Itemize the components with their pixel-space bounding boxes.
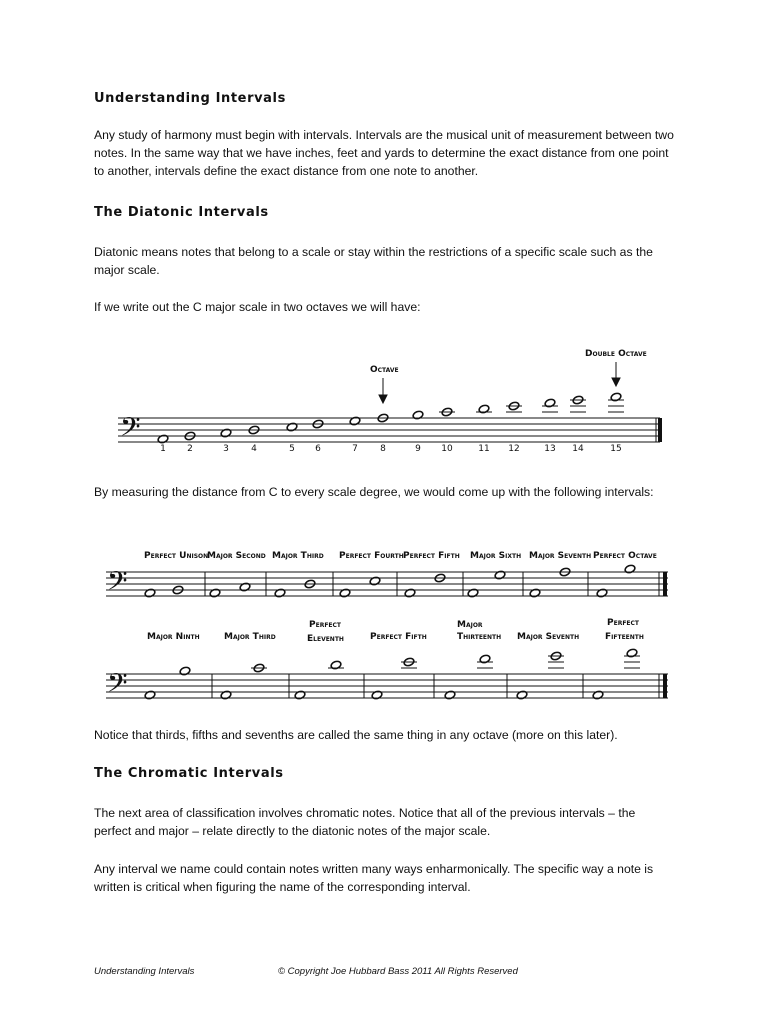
diatonic-paragraph: Diatonic means notes that belong to a scale or stay within the restrictions of a specific scale such as the major scale. xyxy=(94,245,653,277)
label-major-ninth: Major Ninth xyxy=(147,632,200,642)
scale-degree-number: 3 xyxy=(223,444,229,454)
scale-degree-number: 5 xyxy=(289,444,295,454)
label-major-third-2: Major Third xyxy=(224,632,276,642)
scale-degree-number: 7 xyxy=(352,444,358,454)
scale-degree-number: 6 xyxy=(315,444,321,454)
heading-diatonic-intervals: The Diatonic Intervals xyxy=(94,205,269,220)
label-major-second: Major Second xyxy=(207,551,266,561)
scale-degree-number: 11 xyxy=(478,444,490,454)
scale-degree-number: 13 xyxy=(544,444,556,454)
interval-note-target xyxy=(251,663,267,673)
intro-paragraph: Any study of harmony must begin with intervals. Intervals are the musical unit of measurement between two notes. In the same way that we have inches, feet and yards to determine the exact distance from one point to another, intervals define the exact distance from one note to another. xyxy=(94,128,674,178)
interval-note-target xyxy=(477,654,493,668)
label-major-seventh-2: Major Seventh xyxy=(517,632,580,642)
scale-intro-paragraph: If we write out the C major scale in two octaves we will have: xyxy=(94,300,421,314)
heading-chromatic-intervals: The Chromatic Intervals xyxy=(94,766,284,781)
scale-degree-number: 15 xyxy=(610,444,622,454)
octave-label: Octave xyxy=(370,365,399,375)
interval-staff-row-2 xyxy=(0,612,768,702)
octave-arrow-icon xyxy=(379,378,387,403)
scale-note-12 xyxy=(506,401,522,412)
label-perfect-unison: Perfect Unison xyxy=(144,551,209,561)
scale-degree-number: 14 xyxy=(572,444,584,454)
c-major-scale-staff xyxy=(0,340,768,460)
chromatic-paragraph: The next area of classification involves chromatic notes. Notice that all of the previous intervals – the perfect and major – relate directly to the diatonic notes of the major scale. xyxy=(94,806,636,838)
double-octave-arrow-icon xyxy=(612,362,620,386)
label-perfect-fifth: Perfect Fifth xyxy=(403,551,460,561)
bass-clef-icon: 𝄢 xyxy=(107,667,128,702)
measuring-paragraph: By measuring the distance from C to every scale degree, we would come up with the following intervals: xyxy=(94,485,654,499)
label-perfect-eleventh-1: Perfect xyxy=(309,620,342,630)
label-major-sixth: Major Sixth xyxy=(470,551,522,561)
scale-note-11 xyxy=(476,404,492,414)
scale-degree-number: 12 xyxy=(508,444,520,454)
scale-note-14 xyxy=(570,395,586,412)
interval-note-target xyxy=(328,660,344,670)
scale-degree-number: 8 xyxy=(380,444,386,454)
label-perfect-fourth: Perfect Fourth xyxy=(339,551,404,561)
scale-note-10 xyxy=(439,407,455,417)
scale-note-13 xyxy=(542,398,558,412)
label-major-thirteenth-1: Major xyxy=(457,620,483,630)
label-perfect-eleventh-2: Eleventh xyxy=(307,634,344,644)
scale-degree-number: 9 xyxy=(415,444,421,454)
scale-note-15 xyxy=(608,392,624,412)
label-major-thirteenth-2: Thirteenth xyxy=(457,632,502,642)
scale-degree-number: 10 xyxy=(441,444,453,454)
interval-note-target xyxy=(624,648,640,668)
double-octave-label: Double Octave xyxy=(585,349,647,359)
label-perfect-fifth-2: Perfect Fifth xyxy=(370,632,427,642)
footer-title: Understanding Intervals xyxy=(94,966,195,977)
label-perfect-fifteenth-2: Fifteenth xyxy=(605,632,644,642)
scale-degree-number: 1 xyxy=(160,444,166,454)
label-major-seventh: Major Seventh xyxy=(529,551,592,561)
bass-clef-icon: 𝄢 xyxy=(107,565,128,603)
label-perfect-octave: Perfect Octave xyxy=(593,551,657,561)
interval-staff-row-1 xyxy=(0,540,768,610)
scale-degree-number: 4 xyxy=(251,444,257,454)
heading-understanding-intervals: Understanding Intervals xyxy=(94,91,286,106)
octave-note-paragraph: Notice that thirds, fifths and sevenths are called the same thing in any octave (more on this later). xyxy=(94,728,618,742)
enharmonic-paragraph: Any interval we name could contain notes written many ways enharmonically. The specific way a note is written is critical when figuring the name of the corresponding interval. xyxy=(94,862,654,894)
interval-note-target xyxy=(548,651,564,668)
footer-copyright: © Copyright Joe Hubbard Bass 2011 All Rights Reserved xyxy=(278,966,518,977)
interval-note-target xyxy=(401,657,417,668)
scale-degree-number: 2 xyxy=(187,444,193,454)
label-perfect-fifteenth-1: Perfect xyxy=(607,618,640,628)
bass-clef-icon: 𝄢 xyxy=(120,411,141,449)
label-major-third: Major Third xyxy=(272,551,324,561)
